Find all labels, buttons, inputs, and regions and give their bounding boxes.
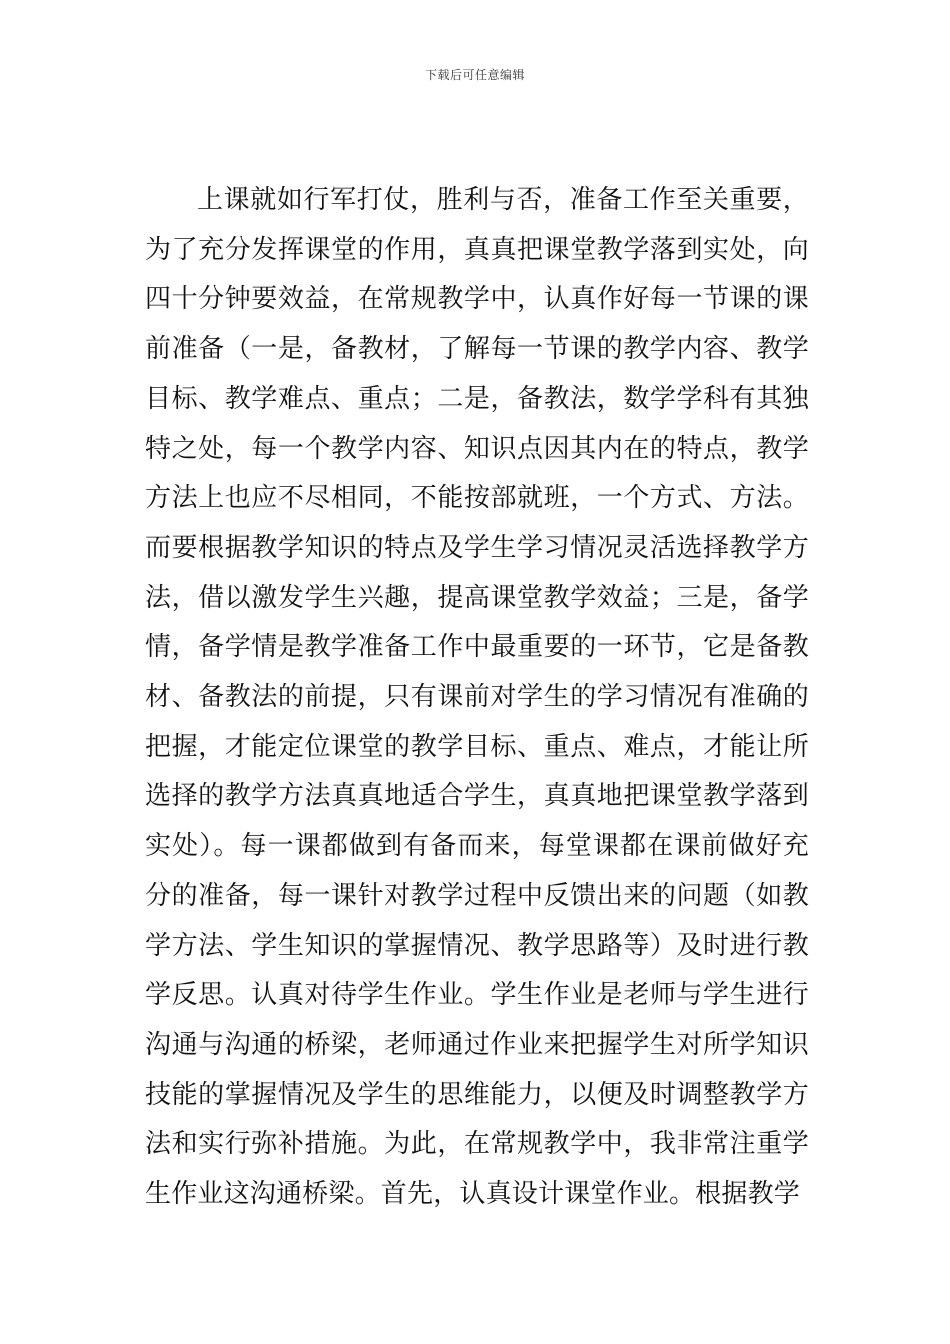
body-paragraph: 上课就如行军打仗，胜利与否，准备工作至关重要，为了充分发挥课堂的作用，真真把课堂教学落到实处，向四十分钟要效益，在常规教学中，认真作好每一节课的课前准备（一是，备教材，了解每一节课的教学内容、教学目标、教学难点、重点；二是，备教法，数学学科有其独特之处，每一个教学内容、知识点因其内在的特点，教学方法上也应不尽相同，不能按部就班，一个方式、方法。而要根据教学知识的特点及学生学习情况灵活选择教学方法，借以激发学生兴趣，提高课堂教学效益；三是，备学情，备学情是教学准备工作中最重要的一环节，它是备教材、备教法的前提，只有课前对学生的学习情况有准确的把握，才能定位课堂的教学目标、重点、难点，才能让所选择的教学方法真真地适合学生，真真地把课堂教学落到实处）。每一课都做到有备而来，每堂课都在课前做好充分的准备，每一课针对教学过程中反馈出来的问题（如教学方法、学生知识的掌握情况、教学思路等）及时进行教学反思。认真对待学生作业。学生作业是老师与学生进行沟通与沟通的桥梁，老师通过作业来把握学生对所学知识技能的掌握情况及学生的思维能力，以便及时调整教学方法和实行弥补措施。为此，在常规教学中，我非常注重学生作业这沟通桥梁。首先，认真设计课堂作业。根据教学 (145, 185, 809, 1210)
header-note: 下载后可任意编辑 (424, 68, 525, 82)
